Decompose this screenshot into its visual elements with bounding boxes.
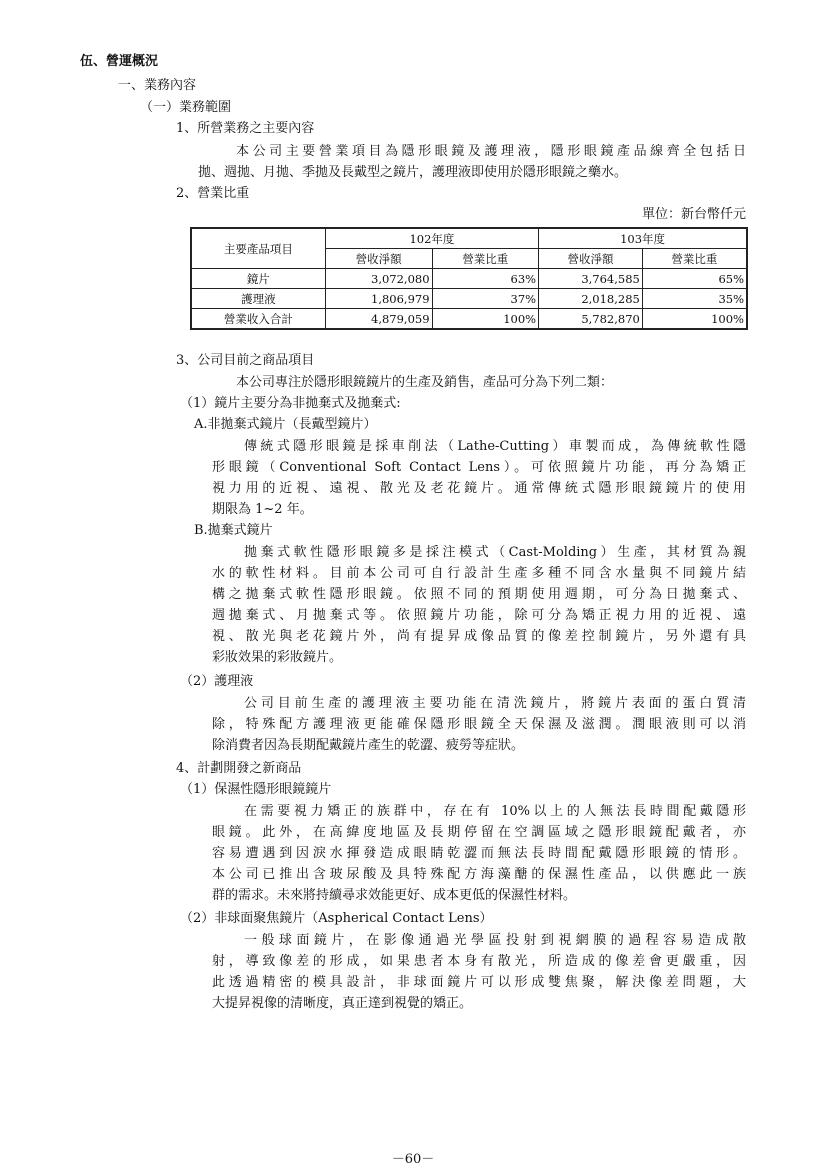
paragraph-line: 除，特殊配方護理液更能確保隱形眼鏡全天保濕及滋潤。潤眼液則可以消 — [212, 717, 746, 732]
paragraph-line: 視、散光與老花鏡片外，尚有提昇成像品質的像差控制鏡片，另外還有具 — [212, 629, 746, 644]
paragraph-line: 構之拋棄式軟性隱形眼鏡。依照不同的預期使用週期，可分為日拋棄式、 — [212, 587, 746, 602]
paragraph-line: 此透過精密的模具設計，非球面鏡片可以形成雙焦聚，解決像差問題，大 — [212, 975, 746, 990]
cell-b-ratio: 65% — [642, 269, 747, 289]
subheader-revenue: 營收淨額 — [325, 249, 432, 269]
paragraph-line: 拋、週拋、月拋、季拋及長戴型之鏡片，護理液即使用於隱形眼鏡之藥水。 — [198, 165, 628, 180]
sub-b-heading: B.拋棄式鏡片 — [194, 523, 273, 538]
revenue-table — [190, 227, 748, 330]
paragraph-line: 週拋棄式、月拋棄式等。依照鏡片功能，除可分為矯正視力用的近視、遠 — [212, 608, 746, 623]
cell-b-ratio: 100% — [642, 309, 747, 330]
sub-2-heading: （2）護理液 — [180, 674, 254, 689]
unit-label: 單位：新台幣仟元 — [641, 207, 746, 222]
cell-a-revenue: 4,879,059 — [325, 309, 432, 330]
table-row — [191, 289, 747, 309]
cell-b-revenue: 5,782,870 — [539, 309, 643, 330]
item-1-heading: 1、所營業務之主要內容 — [176, 121, 315, 136]
paragraph-line: 眼鏡。此外，在高緯度地區及長期停留在空調區域之隱形眼鏡配戴者，亦 — [212, 825, 746, 840]
item-1-paragraph — [198, 141, 746, 183]
sub-a-paragraph — [212, 436, 746, 520]
cell-b-ratio: 35% — [642, 289, 747, 309]
paragraph-line: 射，導致像差的形成，如果患者本身有散光，所造成的像差會更嚴重，因 — [212, 954, 746, 969]
table-header-row — [191, 228, 747, 249]
item-3-sub1-heading: （1）鏡片主要分為非拋棄式及拋棄式: — [180, 396, 401, 411]
sub-2-paragraph — [212, 693, 746, 756]
item-4-heading: 4、計劃開發之新商品 — [176, 761, 302, 776]
paragraph-line: 本公司已推出含玻尿酸及具特殊配方海藻醣的保濕性產品，以供應此一族 — [212, 867, 746, 882]
header-product: 主要產品項目 — [191, 228, 325, 269]
cell-b-revenue: 3,764,585 — [539, 269, 643, 289]
cell-a-ratio: 37% — [432, 289, 539, 309]
paragraph-line: 水的軟性材料。目前本公司可自行設計生產多種不同含水量與不同鏡片結 — [212, 566, 746, 581]
item-4-sub2-heading: （2）非球面聚焦鏡片（Aspherical Contact Lens） — [180, 911, 493, 926]
cell-a-ratio: 63% — [432, 269, 539, 289]
item-4-sub1-paragraph — [212, 801, 746, 906]
chapter-title: 伍、營運概況 — [80, 54, 159, 69]
paragraph-line: 大提昇視像的清晰度，真正達到視覺的矯正。 — [212, 996, 473, 1011]
header-year-b: 103年度 — [539, 228, 747, 249]
cell-b-revenue: 2,018,285 — [539, 289, 643, 309]
row-name: 鏡片 — [191, 269, 325, 289]
paragraph-line: 公司目前生產的護理液主要功能在清洗鏡片，將鏡片表面的蛋白質清 — [244, 696, 746, 711]
paragraph-line: 拋棄式軟性隱形眼鏡多是採注模式（Cast-Molding）生產，其材質為親 — [244, 545, 746, 560]
section-heading: 一、業務內容 — [118, 78, 197, 93]
cell-a-ratio: 100% — [432, 309, 539, 330]
subheader-ratio: 營業比重 — [432, 249, 539, 269]
paragraph-line: 本公司主要營業項目為隱形眼鏡及護理液，隱形眼鏡產品線齊全包括日 — [236, 144, 746, 159]
header-year-a: 102年度 — [325, 228, 538, 249]
paragraph-line: 一般球面鏡片，在影像通過光學區投射到視網膜的過程容易造成散 — [244, 933, 746, 948]
item-3-intro: 本公司專注於隱形眼鏡鏡片的生產及銷售，產品可分為下列二類： — [236, 375, 614, 390]
item-4-sub2-paragraph — [212, 930, 746, 1014]
sub-a-heading: A.非拋棄式鏡片（長戴型鏡片） — [194, 417, 377, 432]
row-name: 營業收入合計 — [191, 309, 325, 330]
subsection-heading: （一）業務範圍 — [140, 100, 232, 115]
subheader-ratio: 營業比重 — [642, 249, 747, 269]
paragraph-line: 群的需求。未來將持續尋求效能更好、成本更低的保濕性材料。 — [212, 888, 577, 903]
item-2-heading: 2、營業比重 — [176, 186, 250, 201]
sub-b-paragraph — [212, 542, 746, 668]
paragraph-line: 彩妝效果的彩妝鏡片。 — [212, 650, 343, 665]
table-row — [191, 269, 747, 289]
paragraph-line: 在需要視力矯正的族群中，存在有 10%以上的人無法長時間配戴隱形 — [244, 804, 746, 819]
subheader-revenue: 營收淨額 — [539, 249, 643, 269]
cell-a-revenue: 3,072,080 — [325, 269, 432, 289]
paragraph-line: 除消費者因為長期配戴鏡片產生的乾澀、疲勞等症狀。 — [212, 738, 525, 753]
item-4-sub1-heading: （1）保濕性隱形眼鏡鏡片 — [180, 782, 332, 797]
row-name: 護理液 — [191, 289, 325, 309]
cell-a-revenue: 1,806,979 — [325, 289, 432, 309]
item-3-heading: 3、公司目前之商品項目 — [176, 353, 315, 368]
table-row — [191, 309, 747, 330]
paragraph-line: 期限為 1~2 年。 — [212, 502, 313, 517]
paragraph-line: 視力用的近視、遠視、散光及老花鏡片。通常傳統式隱形眼鏡鏡片的使用 — [212, 481, 746, 496]
paragraph-line: 形眼鏡（Conventional Soft Contact Lens）。可依照鏡片功能，再分為矯正 — [212, 460, 746, 475]
paragraph-line: 傳統式隱形眼鏡是採車削法（Lathe-Cutting）車製而成，為傳統軟性隱 — [244, 439, 746, 454]
page-number: －60－ — [391, 1152, 435, 1167]
paragraph-line: 容易遭遇到因淚水揮發造成眼睛乾澀而無法長時間配戴隱形眼鏡的情形。 — [212, 846, 746, 861]
